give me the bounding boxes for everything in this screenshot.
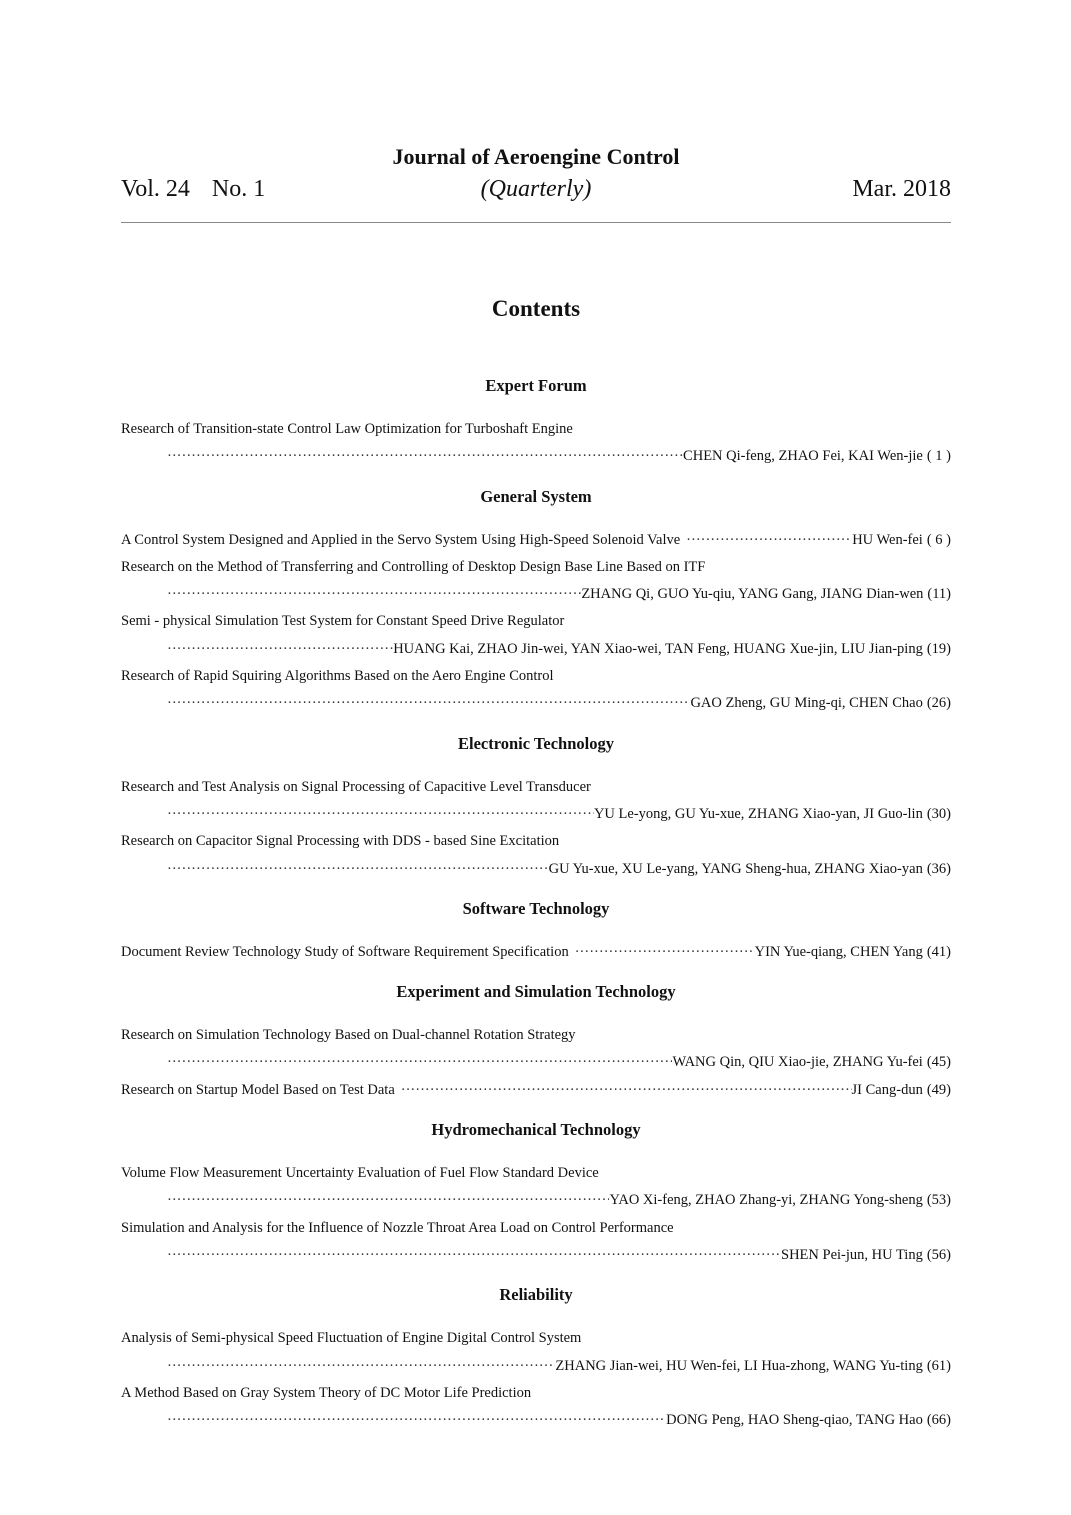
article-page: (30) [926,805,951,822]
toc-entry [121,1215,951,1270]
toc-entry [121,1325,951,1380]
article-title-line [121,1325,951,1352]
article-title: Research and Test Analysis on Signal Processing of Capacitive Level Transducer [121,778,591,795]
journal-title: Journal of Aeroengine Control [392,144,680,169]
leader-dots [395,1077,852,1104]
article-authors: GU Yu-xue, XU Le-yang, YANG Sheng-hua, ZHANG Xiao-yan [548,860,923,877]
article-title-line [121,1022,951,1049]
article-title: Research on Capacitor Signal Processing with DDS - based Sine Excitation [121,833,560,850]
article-author-line [121,1353,951,1380]
toc-entry [121,828,951,883]
article-title-line [121,774,951,801]
section-title: Electronic Technology [458,733,614,753]
leader-dots [161,1049,672,1076]
article-title-line [121,663,951,690]
article-title: Analysis of Semi-physical Speed Fluctuation of Engine Digital Control System [121,1330,582,1347]
leader-dots [161,636,393,663]
article-title: Research on Simulation Technology Based on Dual-channel Rotation Strategy [121,1027,576,1044]
article-line [121,527,951,554]
article-title: Volume Flow Measurement Uncertainty Evaluation of Fuel Flow Standard Device [121,1165,599,1182]
leader-dots [161,1407,666,1434]
article-authors: ZHANG Qi, GUO Yu-qiu, YANG Gang, JIANG Dian-wen [581,586,924,603]
article-author-line [121,1242,951,1269]
article-title-line [121,554,951,581]
issue-number: No. 1 [211,176,266,202]
article-title: Research of Rapid Squiring Algorithms Based on the Aero Engine Control [121,668,554,685]
toc-page [121,0,951,1515]
leader-dots [161,801,594,828]
article-page: (19) [926,640,951,657]
article-title: Semi - physical Simulation Test System for Constant Speed Drive Regulator [121,613,565,630]
article-authors: YIN Yue-qiang, CHEN Yang [754,943,923,960]
toc-entry [121,554,951,609]
article-page: ( 6 ) [926,531,951,548]
article-title: Research on Startup Model Based on Test Data [121,1081,395,1098]
section-title: Reliability [499,1285,573,1305]
article-authors: JI Cang-dun [851,1081,923,1098]
toc-entry [121,608,951,663]
toc-entry [121,1380,951,1435]
article-title-line [121,608,951,635]
article-author-line [121,1407,951,1434]
article-title: Research of Transition-state Control Law Optimization for Turboshaft Engine [121,421,573,437]
article-title: A Control System Designed and Applied in the Servo System Using High-Speed Solenoid Valve [121,531,681,548]
leader-dots [161,856,549,883]
toc-entry [121,527,951,554]
article-title: Document Review Technology Study of Software Requirement Specification [121,943,569,960]
toc-entry [121,663,951,718]
article-page: (66) [926,1412,951,1429]
article-author-line [121,801,951,828]
article-author-line [121,1049,951,1076]
article-authors: DONG Peng, HAO Sheng-qiao, TANG Hao [666,1412,923,1429]
article-author-line [121,1187,951,1214]
toc-entry [121,1022,951,1077]
toc-entry [121,416,951,471]
section-title: Software Technology [462,898,610,918]
leader-dots [161,1187,609,1214]
section-title: General System [480,486,592,506]
issue-date: Mar. 2018 [852,176,951,202]
article-page: (36) [926,860,951,877]
toc-entry [121,939,951,966]
leader-dots [161,1242,781,1269]
article-line [121,1077,951,1104]
section-title: Experiment and Simulation Technology [396,982,676,1002]
article-title: Simulation and Analysis for the Influence of Nozzle Throat Area Load on Control Performance [121,1219,674,1236]
article-authors: YU Le-yong, GU Yu-xue, ZHANG Xiao-yan, JI Guo-lin [593,805,923,822]
section-title: Expert Forum [485,376,587,395]
article-authors: CHEN Qi-feng, ZHAO Fei, KAI Wen-jie [683,448,923,465]
leader-dots [569,939,755,966]
leader-dots [680,527,852,554]
article-authors: HUANG Kai, ZHAO Jin-wei, YAN Xiao-wei, TAN Feng, HUANG Xue-jin, LIU Jian-ping [393,640,923,657]
article-page: ( 1 ) [926,448,951,465]
toc-list [121,374,951,1434]
article-line [121,939,951,966]
article-page: (41) [926,943,951,960]
frequency: (Quarterly) [480,176,592,202]
article-authors: GAO Zheng, GU Ming-qi, CHEN Chao [690,695,923,712]
header-rule [121,222,951,223]
article-author-line [121,690,951,717]
article-page: (53) [926,1192,951,1209]
masthead [121,176,951,210]
toc-entry [121,1077,951,1104]
article-authors: ZHANG Jian-wei, HU Wen-fei, LI Hua-zhong, WANG Yu-ting [555,1357,923,1374]
article-authors: WANG Qin, QIU Xiao-jie, ZHANG Yu-fei [672,1054,923,1071]
toc-entry [121,1160,951,1215]
article-title-line [121,1160,951,1187]
leader-dots [161,690,690,717]
article-page: (11) [927,586,951,603]
article-authors: SHEN Pei-jun, HU Ting [781,1246,923,1263]
contents-title: Contents [491,296,581,321]
article-page: (56) [926,1246,951,1263]
article-page: (26) [926,695,951,712]
article-title-line [121,1215,951,1242]
article-authors: HU Wen-fei [852,531,923,548]
article-title: Research on the Method of Transferring and Controlling of Desktop Design Base Line Based on ITF [121,558,706,575]
toc-entry [121,774,951,829]
article-authors: YAO Xi-feng, ZHAO Zhang-yi, ZHANG Yong-sheng [609,1192,923,1209]
article-author-line [121,636,951,663]
article-page: (61) [926,1357,951,1374]
article-title: A Method Based on Gray System Theory of DC Motor Life Prediction [121,1384,532,1401]
volume: Vol. 24 [121,176,190,202]
leader-dots [161,443,683,470]
article-page: (49) [926,1081,951,1098]
article-author-line [121,856,951,883]
article-author-line [121,443,951,470]
section-title: Hydromechanical Technology [431,1120,641,1140]
article-title-line [121,1380,951,1407]
article-page: (45) [926,1054,951,1071]
article-title-line [121,416,951,443]
leader-dots [161,581,581,608]
article-author-line [121,581,951,608]
article-title-line [121,828,951,855]
leader-dots [161,1353,555,1380]
